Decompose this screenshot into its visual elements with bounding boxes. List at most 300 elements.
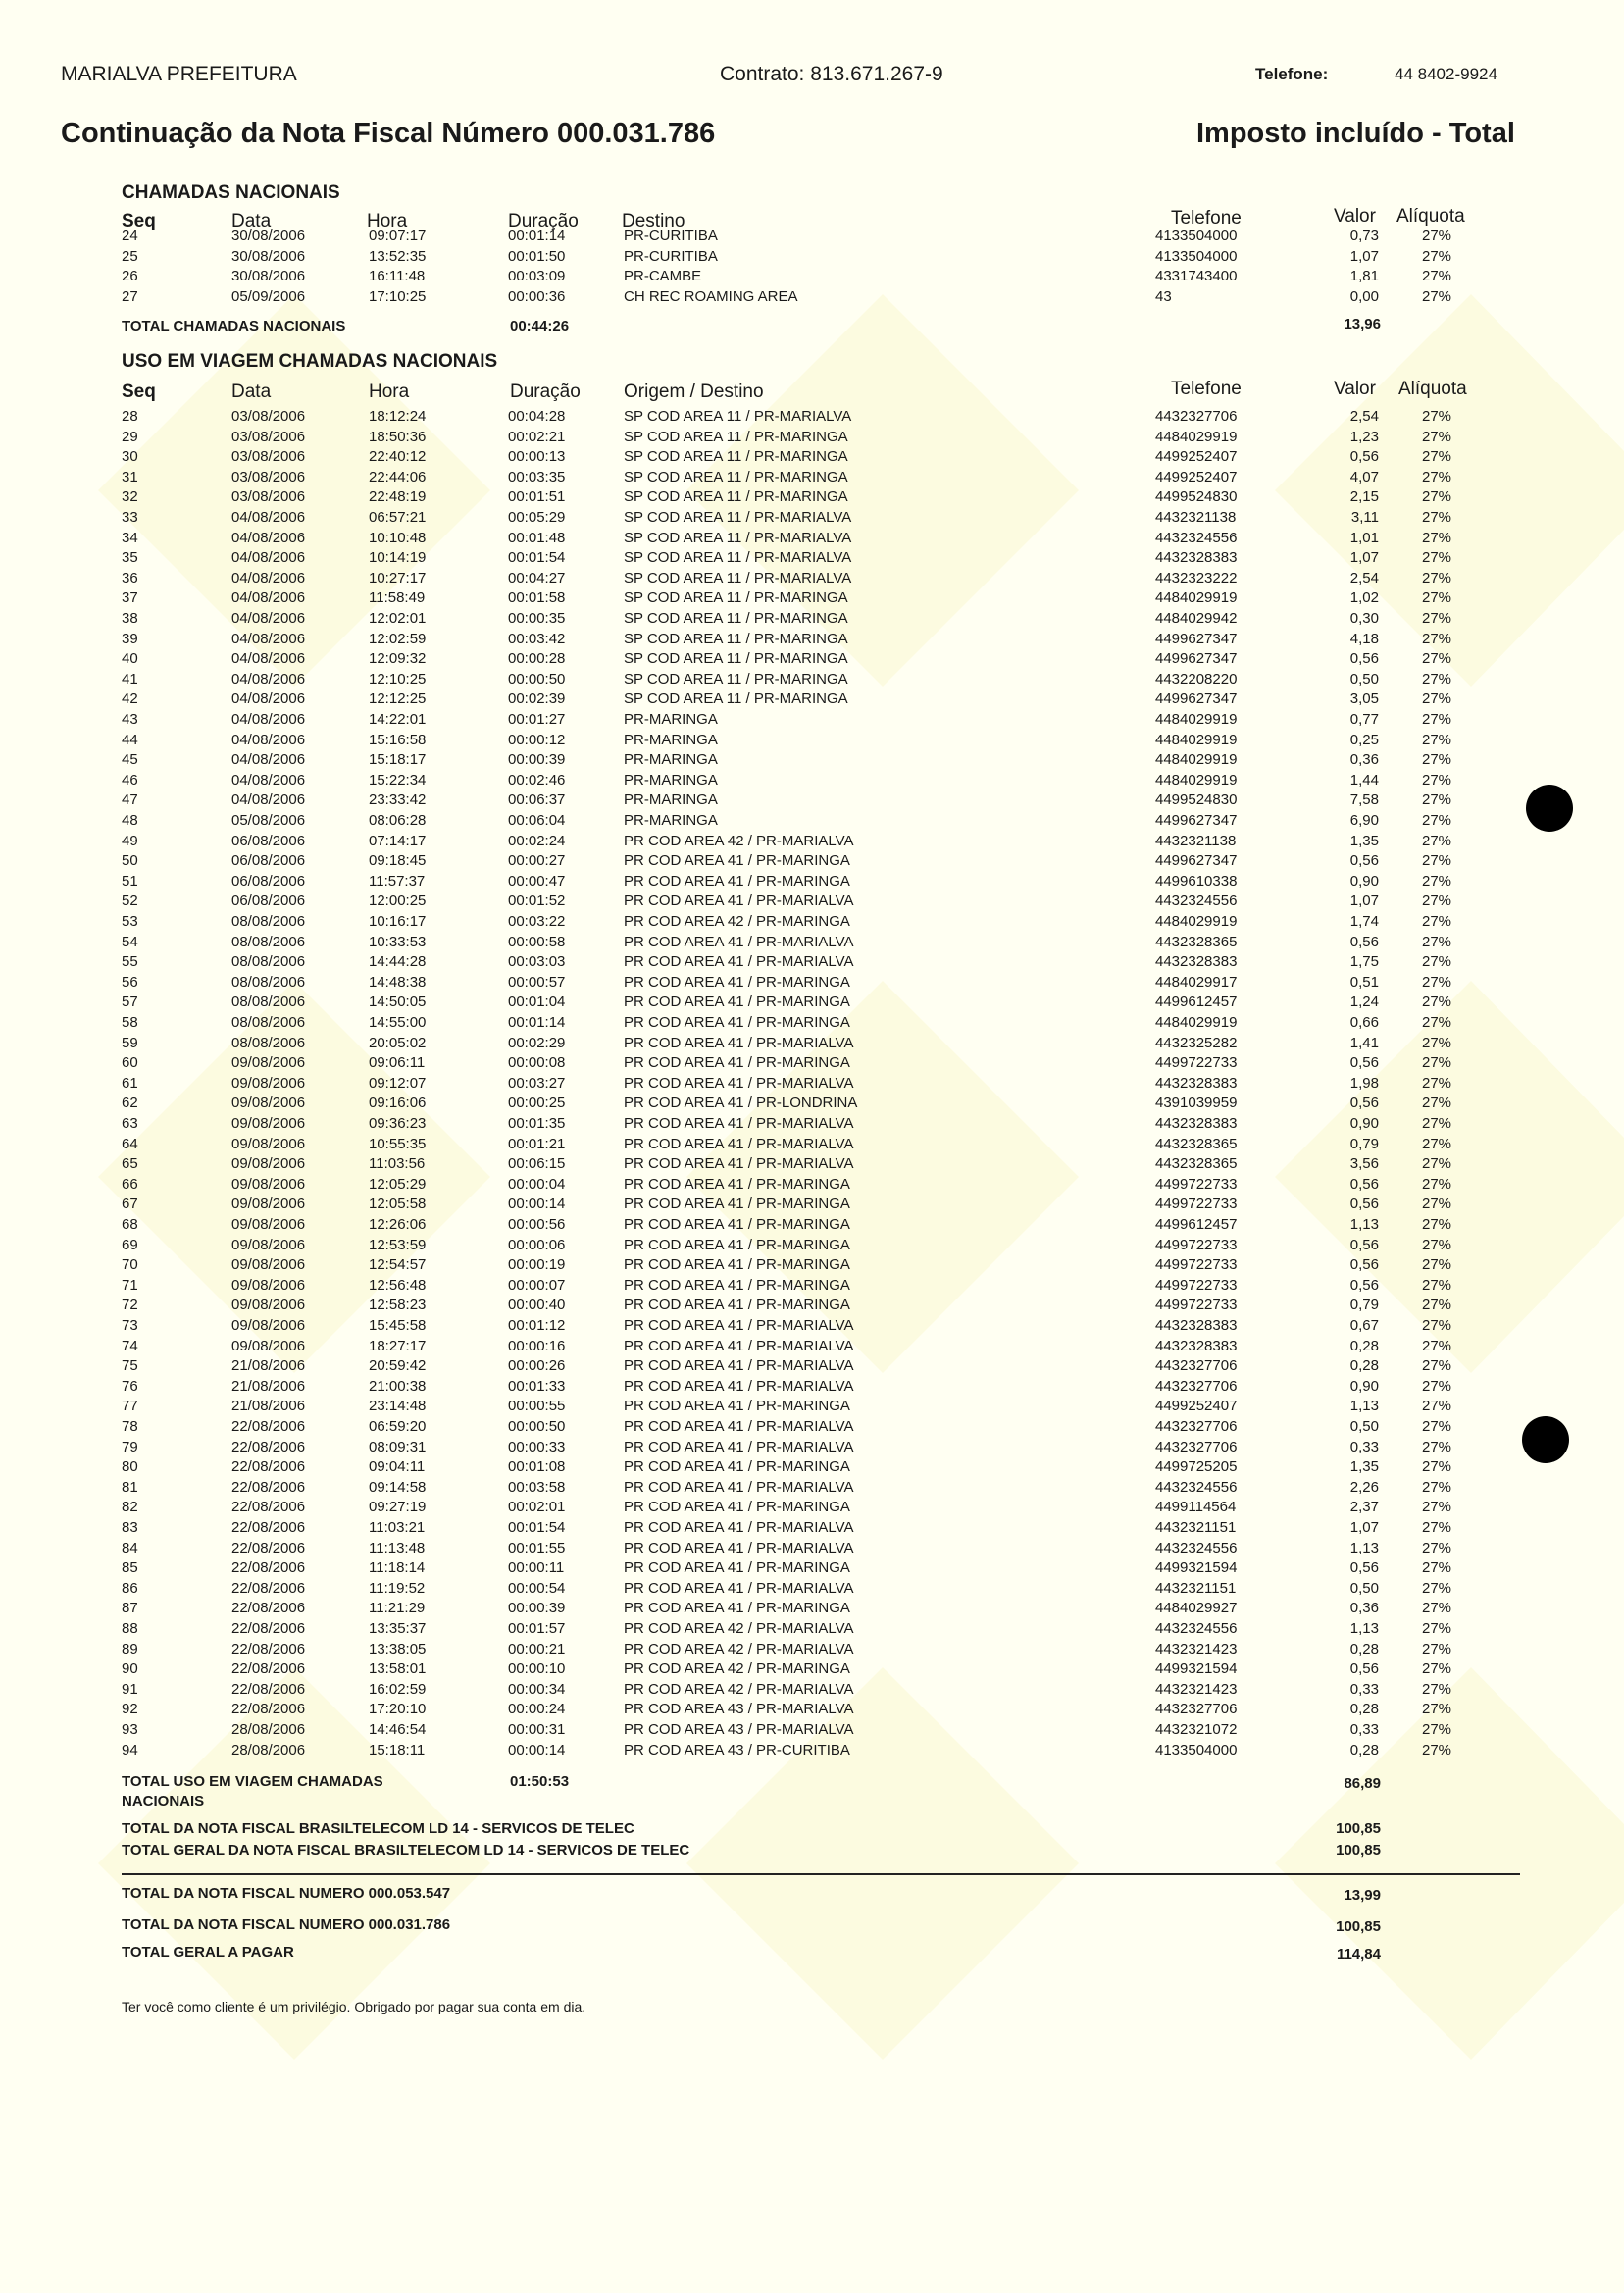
cell-dest: PR-MARINGA <box>624 711 718 728</box>
cell-dest: PR COD AREA 41 / PR-MARIALVA <box>624 1539 854 1556</box>
cell-rate: 27% <box>1422 1155 1452 1173</box>
cell-time: 13:35:37 <box>369 1620 427 1637</box>
cell-value: 0,33 <box>1349 1680 1379 1698</box>
cell-seq: 86 <box>122 1579 138 1597</box>
cell-value: 1,44 <box>1349 771 1379 789</box>
cell-date: 09/08/2006 <box>231 1095 306 1112</box>
cell-dur: 00:00:27 <box>508 852 566 870</box>
cell-rate: 27% <box>1422 872 1452 890</box>
table-row <box>0 934 1624 953</box>
cell-rate: 27% <box>1422 549 1452 567</box>
cell-phone: 4484029919 <box>1155 771 1238 789</box>
section-title-travel: USO EM VIAGEM CHAMADAS NACIONAIS <box>122 351 498 372</box>
cell-value: 4,07 <box>1349 468 1379 485</box>
cell-dur: 00:01:14 <box>508 228 566 244</box>
cell-phone: 4484029942 <box>1155 610 1238 627</box>
table-row <box>0 631 1624 650</box>
cell-time: 07:14:17 <box>369 832 427 849</box>
cell-dest: SP COD AREA 11 / PR-MARINGA <box>624 630 848 647</box>
cell-rate: 27% <box>1422 448 1452 466</box>
cell-value: 0,33 <box>1349 1721 1379 1738</box>
cell-seq: 91 <box>122 1680 138 1698</box>
cell-time: 12:02:01 <box>369 610 427 627</box>
table-row <box>0 1014 1624 1034</box>
cell-date: 22/08/2006 <box>231 1600 306 1617</box>
cell-dur: 00:00:21 <box>508 1640 566 1657</box>
cell-value: 0,90 <box>1349 872 1379 890</box>
cell-value: 1,13 <box>1349 1620 1379 1637</box>
cell-dur: 00:00:35 <box>508 610 566 627</box>
cell-date: 22/08/2006 <box>231 1438 306 1455</box>
cell-phone: 4499722733 <box>1155 1236 1238 1253</box>
cell-time: 12:12:25 <box>369 690 427 708</box>
cell-seq: 48 <box>122 812 138 829</box>
cell-value: 0,56 <box>1349 650 1379 668</box>
table-row <box>0 488 1624 508</box>
cell-dest: PR COD AREA 41 / PR-LONDRINA <box>624 1095 858 1112</box>
cell-rate: 27% <box>1422 1196 1452 1213</box>
punch-hole-top <box>1526 785 1573 832</box>
cell-seq: 94 <box>122 1741 138 1758</box>
cell-value: 1,41 <box>1349 1034 1379 1051</box>
total-travel-label-line1: TOTAL USO EM VIAGEM CHAMADAS <box>122 1773 383 1790</box>
cell-date: 06/08/2006 <box>231 892 306 910</box>
cell-dur: 00:00:39 <box>508 1600 566 1617</box>
cell-date: 22/08/2006 <box>231 1519 306 1536</box>
cell-date: 09/08/2006 <box>231 1317 306 1334</box>
cell-dur: 00:01:54 <box>508 549 566 567</box>
cell-phone: 4432328365 <box>1155 933 1238 950</box>
cell-time: 10:16:17 <box>369 913 427 930</box>
cell-date: 22/08/2006 <box>231 1499 306 1516</box>
cell-phone: 4499722733 <box>1155 1276 1238 1294</box>
cell-seq: 54 <box>122 933 138 950</box>
cell-rate: 27% <box>1422 1418 1452 1435</box>
cell-dest: PR COD AREA 41 / PR-MARIALVA <box>624 1155 854 1173</box>
table-row <box>0 1317 1624 1337</box>
cell-dest: PR COD AREA 42 / PR-MARIALVA <box>624 1620 854 1637</box>
col-time: Hora <box>367 211 408 231</box>
cell-dur: 00:06:04 <box>508 812 566 829</box>
table-row <box>0 1742 1624 1761</box>
cell-dest: PR COD AREA 41 / PR-MARINGA <box>624 1600 850 1617</box>
grand-total-label: TOTAL GERAL A PAGAR <box>122 1944 294 1961</box>
cell-seq: 52 <box>122 892 138 910</box>
cell-date: 22/08/2006 <box>231 1539 306 1556</box>
cell-date: 08/08/2006 <box>231 953 306 971</box>
cell-seq: 41 <box>122 670 138 688</box>
table-row <box>0 1357 1624 1377</box>
cell-seq: 34 <box>122 529 138 546</box>
cell-rate: 27% <box>1422 630 1452 647</box>
cell-value: 0,28 <box>1349 1701 1379 1718</box>
col-duration: Duração <box>510 382 581 402</box>
table-row <box>0 1721 1624 1741</box>
table-row <box>0 469 1624 488</box>
table-row <box>0 1641 1624 1660</box>
cell-value: 0,73 <box>1349 228 1379 244</box>
table-row <box>0 429 1624 448</box>
cell-phone: 4499627347 <box>1155 630 1238 647</box>
cell-date: 09/08/2006 <box>231 1115 306 1132</box>
cell-date: 04/08/2006 <box>231 650 306 668</box>
cell-seq: 71 <box>122 1276 138 1294</box>
cell-phone: 4391039959 <box>1155 1095 1238 1112</box>
cell-time: 22:48:19 <box>369 488 427 506</box>
cell-seq: 72 <box>122 1297 138 1314</box>
cell-rate: 27% <box>1422 973 1452 991</box>
cell-date: 04/08/2006 <box>231 771 306 789</box>
col-date: Data <box>231 382 272 402</box>
cell-rate: 27% <box>1422 1014 1452 1031</box>
cell-dest: SP COD AREA 11 / PR-MARINGA <box>624 650 848 668</box>
cell-phone: 4499114564 <box>1155 1499 1237 1516</box>
cell-dest: PR COD AREA 41 / PR-MARINGA <box>624 1175 850 1193</box>
cell-seq: 87 <box>122 1600 138 1617</box>
cell-rate: 27% <box>1422 1680 1452 1698</box>
cell-dest: PR COD AREA 41 / PR-MARIALVA <box>624 1034 854 1051</box>
cell-seq: 50 <box>122 852 138 870</box>
cell-seq: 77 <box>122 1398 138 1415</box>
cell-date: 22/08/2006 <box>231 1478 306 1496</box>
cell-phone: 4484029927 <box>1155 1600 1238 1617</box>
cell-value: 1,74 <box>1349 913 1379 930</box>
cell-time: 16:02:59 <box>369 1680 427 1698</box>
cell-phone: 4432321138 <box>1155 832 1237 849</box>
cell-phone: 4499627347 <box>1155 690 1238 708</box>
cell-date: 09/08/2006 <box>231 1236 306 1253</box>
cell-seq: 92 <box>122 1701 138 1718</box>
cell-rate: 27% <box>1422 933 1452 950</box>
cell-rate: 27% <box>1422 1216 1452 1233</box>
cell-dur: 00:01:48 <box>508 529 566 546</box>
table-row <box>0 1519 1624 1539</box>
total-travel-label-line2: NACIONAIS <box>122 1793 205 1809</box>
cell-rate: 27% <box>1422 1256 1452 1274</box>
table-row <box>0 1600 1624 1619</box>
cell-phone: 4499722733 <box>1155 1297 1238 1314</box>
cell-rate: 27% <box>1422 1276 1452 1294</box>
phone-label: Telefone: <box>1255 65 1329 83</box>
col-time: Hora <box>369 382 410 402</box>
cell-dur: 00:03:27 <box>508 1074 566 1092</box>
cell-phone: 4484029919 <box>1155 428 1238 445</box>
cell-value: 1,01 <box>1349 529 1379 546</box>
cell-time: 16:11:48 <box>369 268 426 284</box>
cell-phone: 4432324556 <box>1155 529 1238 546</box>
cell-phone: 4133504000 <box>1155 228 1238 244</box>
cell-time: 06:59:20 <box>369 1418 427 1435</box>
cell-seq: 82 <box>122 1499 138 1516</box>
cell-phone: 4499252407 <box>1155 448 1238 466</box>
cell-seq: 60 <box>122 1054 138 1072</box>
cell-seq: 75 <box>122 1357 138 1375</box>
cell-phone: 4499722733 <box>1155 1054 1238 1072</box>
table-row <box>0 732 1624 751</box>
cell-value: 0,56 <box>1349 448 1379 466</box>
table-row <box>0 671 1624 690</box>
table-row <box>0 448 1624 468</box>
cell-value: 1,07 <box>1349 1519 1379 1536</box>
total-travel-duration: 01:50:53 <box>510 1773 570 1790</box>
cell-dest: PR COD AREA 41 / PR-MARINGA <box>624 1458 850 1476</box>
cell-phone: 43 <box>1155 287 1172 305</box>
cell-phone: 4484029919 <box>1155 711 1238 728</box>
cell-phone: 4499722733 <box>1155 1256 1238 1274</box>
cell-time: 12:58:23 <box>369 1297 427 1314</box>
cell-seq: 42 <box>122 690 138 708</box>
cell-time: 08:06:28 <box>369 812 427 829</box>
cell-rate: 27% <box>1422 529 1452 546</box>
cell-value: 0,50 <box>1349 1418 1379 1435</box>
cell-dest: PR COD AREA 41 / PR-MARINGA <box>624 872 850 890</box>
cell-dest: PR COD AREA 41 / PR-MARIALVA <box>624 1478 854 1496</box>
table-row <box>0 1620 1624 1640</box>
cell-dur: 00:00:54 <box>508 1579 566 1597</box>
cell-value: 0,77 <box>1349 711 1379 728</box>
cell-seq: 46 <box>122 771 138 789</box>
cell-seq: 51 <box>122 872 138 890</box>
table-row <box>0 1176 1624 1196</box>
footer-thanks-note: Ter você como cliente é um privilégio. Obrigado por pagar sua conta em dia. <box>122 1999 586 2014</box>
cell-dur: 00:03:09 <box>508 268 566 284</box>
cell-dest: PR COD AREA 41 / PR-MARINGA <box>624 973 850 991</box>
table-row <box>0 994 1624 1013</box>
cell-dur: 00:02:24 <box>508 832 566 849</box>
table-row <box>0 549 1624 569</box>
table-row <box>0 1297 1624 1316</box>
cell-time: 13:52:35 <box>369 247 427 265</box>
cell-seq: 59 <box>122 1034 138 1051</box>
table-row <box>0 1115 1624 1135</box>
cell-phone: 4432321072 <box>1155 1721 1238 1738</box>
cell-time: 18:27:17 <box>369 1337 427 1354</box>
cell-dur: 00:00:40 <box>508 1297 566 1314</box>
table-row <box>0 1075 1624 1095</box>
cell-value: 2,54 <box>1349 569 1379 586</box>
cell-time: 11:03:21 <box>369 1519 426 1536</box>
cell-time: 10:55:35 <box>369 1135 427 1152</box>
cell-seq: 55 <box>122 953 138 971</box>
cell-date: 09/08/2006 <box>231 1135 306 1152</box>
cell-date: 22/08/2006 <box>231 1660 306 1678</box>
cell-phone: 4499524830 <box>1155 791 1238 809</box>
cell-dur: 00:03:22 <box>508 913 566 930</box>
table-row <box>0 1418 1624 1438</box>
table-row <box>0 1681 1624 1701</box>
cell-value: 1,24 <box>1349 994 1379 1011</box>
cell-time: 12:00:25 <box>369 892 427 910</box>
cell-dur: 00:00:36 <box>508 287 566 305</box>
cell-date: 04/08/2006 <box>231 569 306 586</box>
cell-rate: 27% <box>1422 1539 1452 1556</box>
cell-date: 22/08/2006 <box>231 1418 306 1435</box>
cell-date: 04/08/2006 <box>231 630 306 647</box>
cell-seq: 85 <box>122 1559 138 1577</box>
cell-rate: 27% <box>1422 228 1452 244</box>
cell-dest: PR COD AREA 41 / PR-MARINGA <box>624 1216 850 1233</box>
cell-value: 0,56 <box>1349 1196 1379 1213</box>
cell-rate: 27% <box>1422 1519 1452 1536</box>
cell-date: 22/08/2006 <box>231 1640 306 1657</box>
table-row <box>0 1216 1624 1236</box>
cell-rate: 27% <box>1422 771 1452 789</box>
table-row <box>0 1035 1624 1054</box>
cell-rate: 27% <box>1422 1377 1452 1395</box>
cell-date: 09/08/2006 <box>231 1054 306 1072</box>
cell-dur: 00:03:42 <box>508 630 566 647</box>
cell-rate: 27% <box>1422 1478 1452 1496</box>
cell-time: 20:59:42 <box>369 1357 427 1375</box>
cell-phone: 4432327706 <box>1155 1438 1238 1455</box>
cell-time: 11:03:56 <box>369 1155 426 1173</box>
cell-dest: PR COD AREA 41 / PR-MARINGA <box>624 1276 850 1294</box>
cell-time: 14:48:38 <box>369 973 427 991</box>
cell-seq: 67 <box>122 1196 138 1213</box>
cell-rate: 27% <box>1422 1236 1452 1253</box>
cell-phone: 4484029919 <box>1155 589 1238 607</box>
table-row <box>0 1256 1624 1276</box>
cell-date: 03/08/2006 <box>231 468 306 485</box>
cell-date: 04/08/2006 <box>231 589 306 607</box>
cell-date: 03/08/2006 <box>231 448 306 466</box>
cell-dest: SP COD AREA 11 / PR-MARIALVA <box>624 408 852 425</box>
cell-dur: 00:00:31 <box>508 1721 566 1738</box>
cell-value: 0,79 <box>1349 1135 1379 1152</box>
cell-seq: 53 <box>122 913 138 930</box>
table-row <box>0 1540 1624 1559</box>
cell-phone: 4432327706 <box>1155 1357 1238 1375</box>
cell-seq: 36 <box>122 569 138 586</box>
cell-date: 05/09/2006 <box>231 287 306 305</box>
total-national-label: TOTAL CHAMADAS NACIONAIS <box>122 318 346 334</box>
cell-value: 1,35 <box>1349 832 1379 849</box>
cell-value: 7,58 <box>1349 791 1379 809</box>
cell-phone: 4484029919 <box>1155 751 1238 769</box>
cell-value: 2,54 <box>1349 408 1379 425</box>
cell-rate: 27% <box>1422 1115 1452 1132</box>
cell-date: 22/08/2006 <box>231 1620 306 1637</box>
cell-dest: PR-CAMBE <box>624 268 702 284</box>
total-nf-label: TOTAL DA NOTA FISCAL BRASILTELECOM LD 14 - SERVICOS DE TELEC <box>122 1820 634 1837</box>
cell-phone: 4499252407 <box>1155 1398 1238 1415</box>
table-row <box>0 1338 1624 1357</box>
cell-rate: 27% <box>1422 1297 1452 1314</box>
cell-rate: 27% <box>1422 650 1452 668</box>
cell-seq: 65 <box>122 1155 138 1173</box>
cell-seq: 76 <box>122 1377 138 1395</box>
table-row <box>0 751 1624 771</box>
cell-dur: 00:00:08 <box>508 1054 566 1072</box>
cell-date: 04/08/2006 <box>231 751 306 769</box>
cell-dur: 00:01:52 <box>508 892 566 910</box>
cell-seq: 63 <box>122 1115 138 1132</box>
cell-seq: 33 <box>122 509 138 526</box>
table-row <box>0 509 1624 529</box>
cell-date: 30/08/2006 <box>231 228 306 244</box>
table-row <box>0 1398 1624 1417</box>
cell-date: 09/08/2006 <box>231 1155 306 1173</box>
cell-phone: 4432321151 <box>1155 1519 1237 1536</box>
cell-dur: 00:00:19 <box>508 1256 566 1274</box>
cell-seq: 61 <box>122 1074 138 1092</box>
cell-dest: PR COD AREA 41 / PR-MARINGA <box>624 1398 850 1415</box>
cell-date: 22/08/2006 <box>231 1458 306 1476</box>
cell-phone: 4432327706 <box>1155 1377 1238 1395</box>
cell-rate: 27% <box>1422 670 1452 688</box>
cell-dur: 00:00:16 <box>508 1337 566 1354</box>
cell-phone: 4432321138 <box>1155 509 1237 526</box>
cell-dest: PR COD AREA 41 / PR-MARIALVA <box>624 1074 854 1092</box>
cell-rate: 27% <box>1422 247 1452 265</box>
cell-dur: 00:06:15 <box>508 1155 566 1173</box>
col-seq: Seq <box>122 382 156 402</box>
cell-dest: PR COD AREA 42 / PR-MARINGA <box>624 913 850 930</box>
cell-date: 04/08/2006 <box>231 509 306 526</box>
total-national-duration: 00:44:26 <box>510 318 570 334</box>
col-rate: Alíquota <box>1396 206 1465 227</box>
table-row <box>0 248 1624 268</box>
table-row <box>0 1479 1624 1499</box>
cell-dur: 00:00:33 <box>508 1438 566 1455</box>
cell-seq: 56 <box>122 973 138 991</box>
cell-rate: 27% <box>1422 1095 1452 1112</box>
cell-phone: 4499627347 <box>1155 852 1238 870</box>
cell-phone: 4499252407 <box>1155 468 1238 485</box>
cell-seq: 31 <box>122 468 138 485</box>
cell-date: 30/08/2006 <box>231 268 306 284</box>
table-row <box>0 1499 1624 1518</box>
cell-dest: SP COD AREA 11 / PR-MARINGA <box>624 690 848 708</box>
cell-value: 1,13 <box>1349 1539 1379 1556</box>
cell-time: 17:20:10 <box>369 1701 427 1718</box>
company-name: MARIALVA PREFEITURA <box>61 63 297 85</box>
cell-phone: 4133504000 <box>1155 1741 1238 1758</box>
cell-time: 14:46:54 <box>369 1721 427 1738</box>
cell-value: 0,90 <box>1349 1115 1379 1132</box>
total-travel-value: 86,89 <box>1344 1775 1381 1792</box>
cell-seq: 40 <box>122 650 138 668</box>
table-row <box>0 1136 1624 1155</box>
section-title-national: CHAMADAS NACIONAIS <box>122 182 340 203</box>
cell-rate: 27% <box>1422 690 1452 708</box>
cell-phone: 4499725205 <box>1155 1458 1238 1476</box>
cell-dur: 00:01:58 <box>508 589 566 607</box>
table-row <box>0 408 1624 428</box>
cell-seq: 39 <box>122 630 138 647</box>
table-row <box>0 589 1624 609</box>
table-row <box>0 1559 1624 1579</box>
cell-value: 1,02 <box>1349 589 1379 607</box>
table-row <box>0 812 1624 832</box>
cell-dest: PR COD AREA 41 / PR-MARIALVA <box>624 1357 854 1375</box>
cell-dest: PR COD AREA 41 / PR-MARINGA <box>624 1196 850 1213</box>
cell-value: 0,90 <box>1349 1377 1379 1395</box>
cell-time: 18:50:36 <box>369 428 427 445</box>
cell-dest: SP COD AREA 11 / PR-MARIALVA <box>624 569 852 586</box>
cell-dest: PR COD AREA 41 / PR-MARIALVA <box>624 1337 854 1354</box>
cell-seq: 69 <box>122 1236 138 1253</box>
cell-seq: 66 <box>122 1175 138 1193</box>
cell-dest: CH REC ROAMING AREA <box>624 287 798 305</box>
cell-phone: 4484029917 <box>1155 973 1238 991</box>
cell-dur: 00:00:11 <box>508 1559 565 1577</box>
cell-dest: PR COD AREA 41 / PR-MARINGA <box>624 1014 850 1031</box>
cell-dur: 00:00:34 <box>508 1680 566 1698</box>
cell-time: 13:38:05 <box>369 1640 427 1657</box>
cell-phone: 4432324556 <box>1155 1620 1238 1637</box>
cell-time: 09:18:45 <box>369 852 427 870</box>
